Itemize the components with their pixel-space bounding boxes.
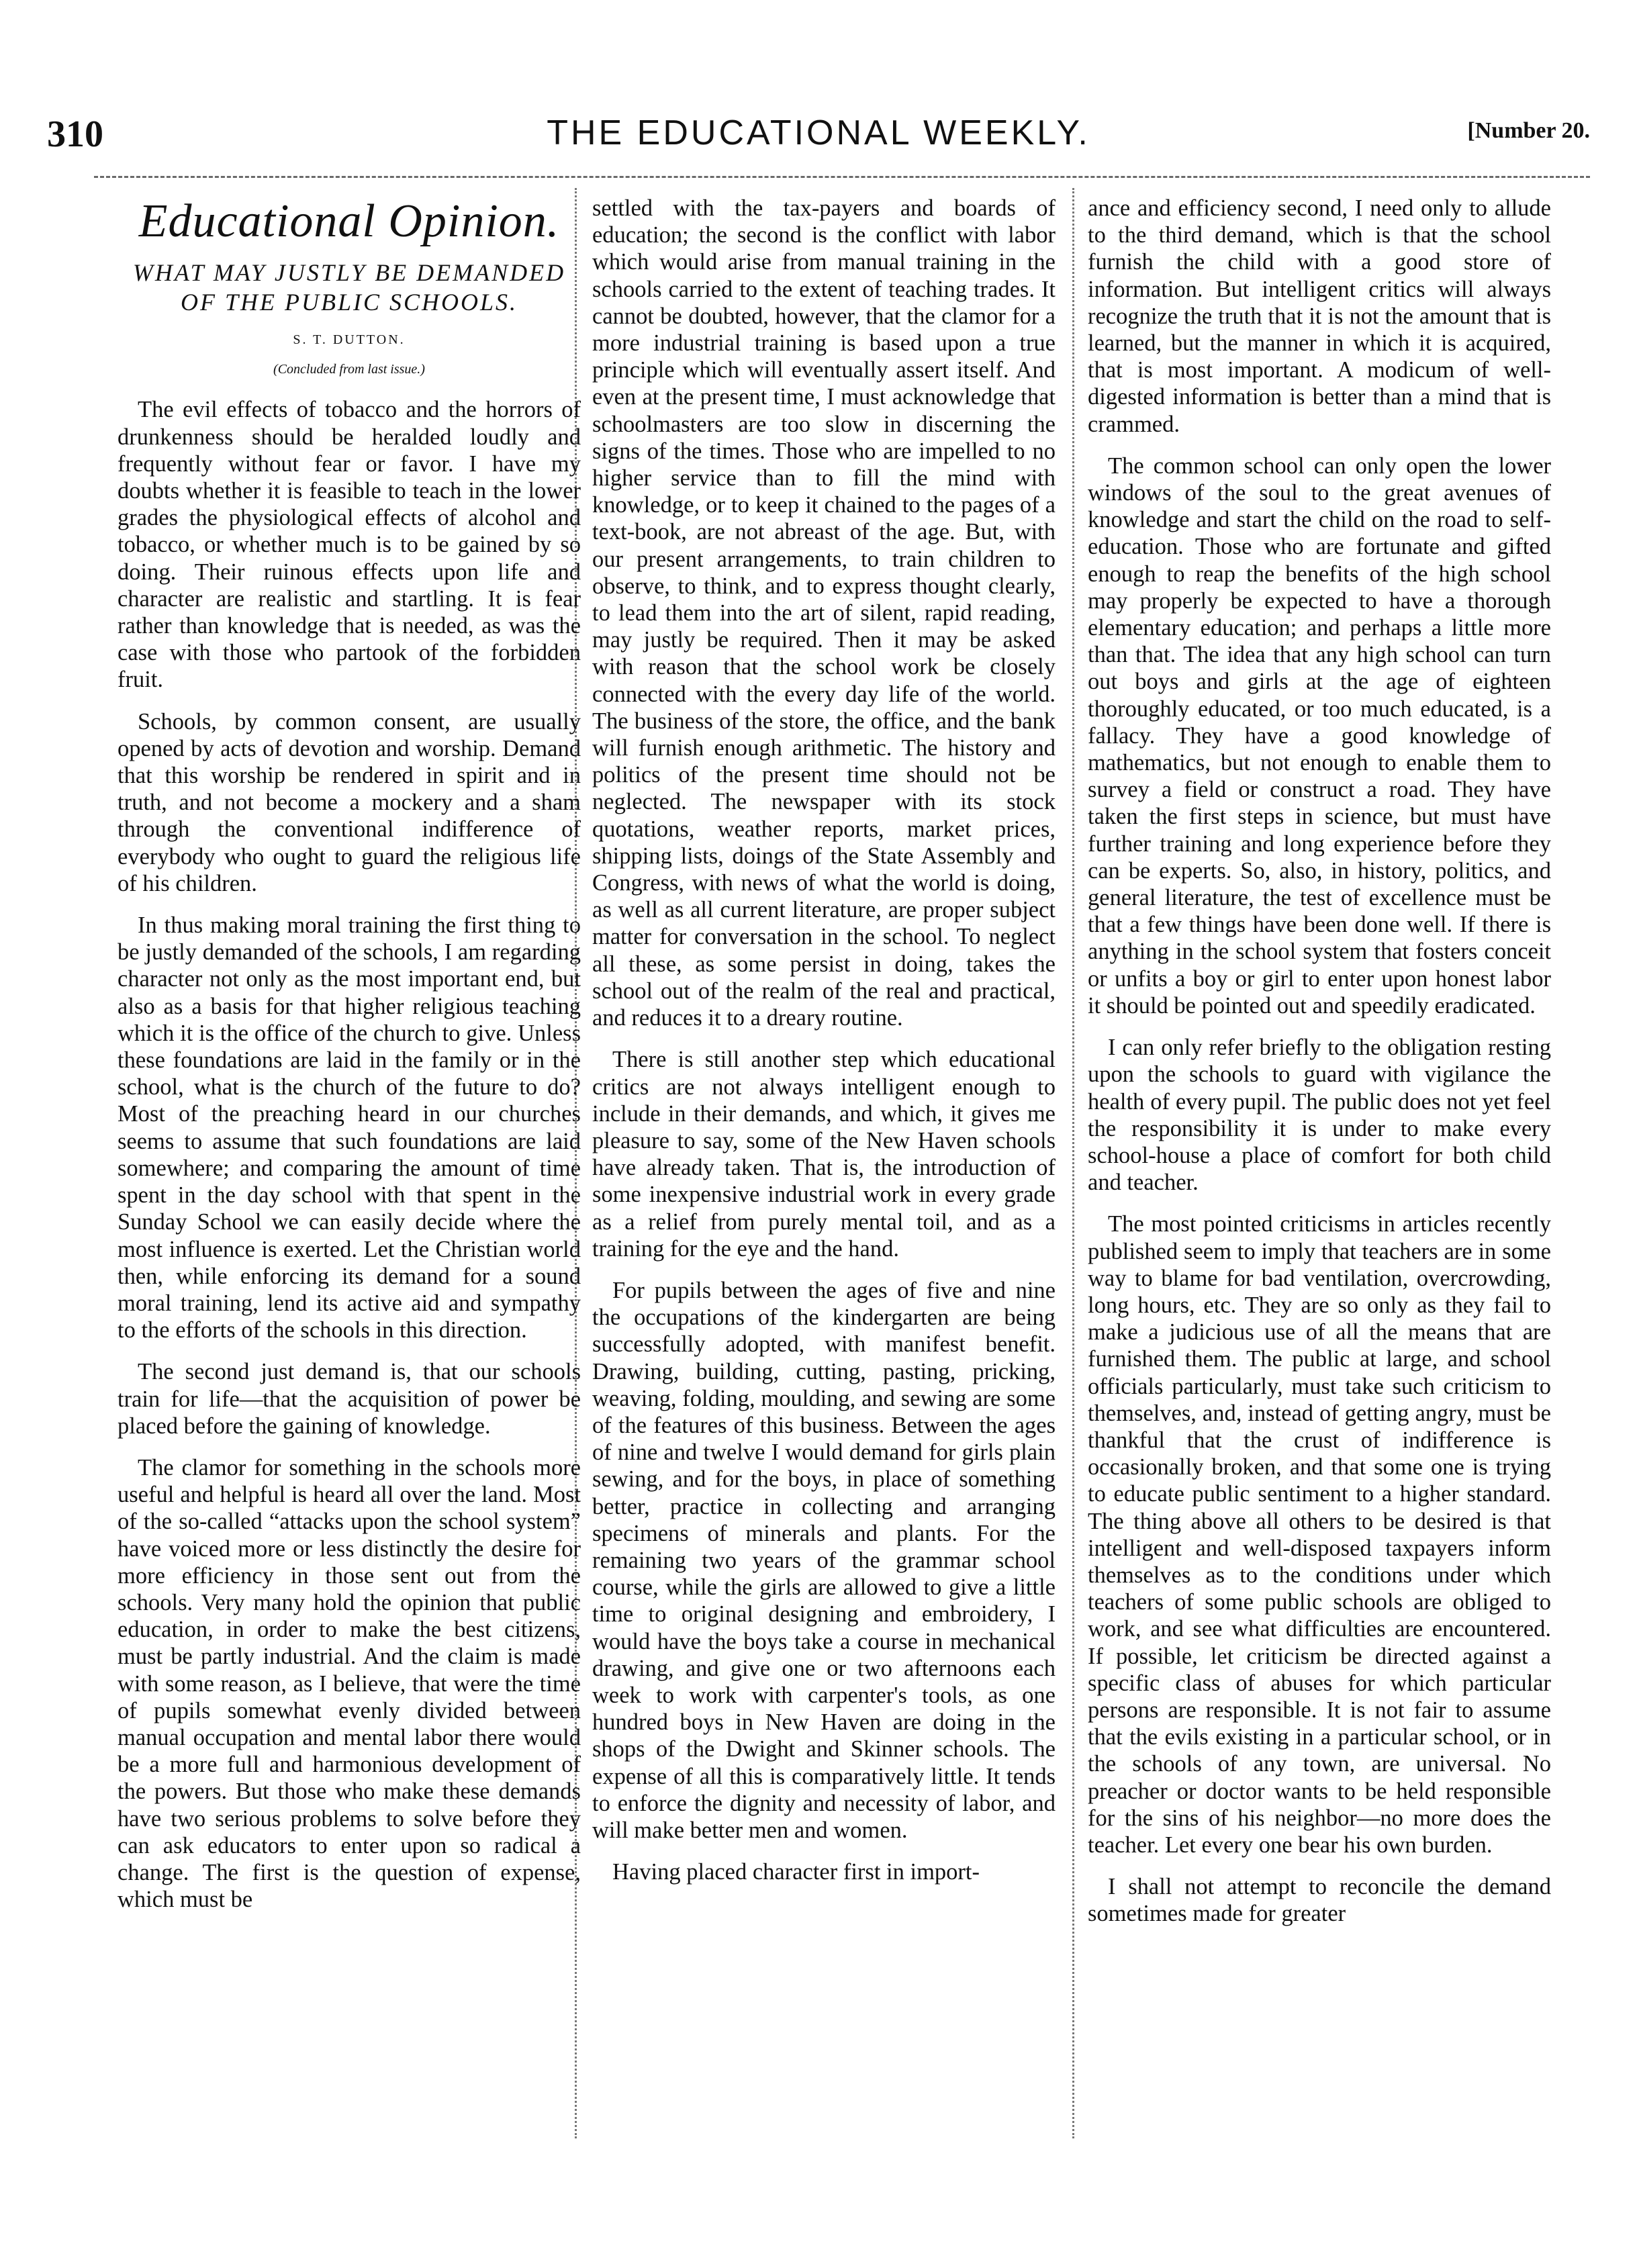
page-number: 310: [47, 113, 103, 155]
running-head: [47, 113, 1590, 164]
paragraph: Schools, by common consent, are usually opened by acts of devotion and worship. Demand that this worship be rendered in spirit and in truth, and not become a mockery and a sham through the conventional indifference of everybody who ought to guard the religious life of his children.: [118, 708, 581, 896]
article-author: S. T. DUTTON.: [293, 332, 406, 347]
journal-title: THE EDUCATIONAL WEEKLY.: [547, 113, 1090, 152]
issue-number: [Number 20.: [1467, 118, 1590, 143]
column-2: [592, 195, 1056, 1885]
continuation-note: (Concluded from last issue.): [273, 362, 425, 377]
paragraph: I shall not attempt to reconcile the demand sometimes made for greater: [1088, 1874, 1551, 1927]
paragraph: I can only refer briefly to the obligation resting upon the schools to guard with vigilance the health of every pupil. The public does not yet feel the responsibility it is under to make every school-house a place of comfort for both child and teacher.: [1088, 1035, 1551, 1196]
paragraph: For pupils between the ages of five and nine the occupations of the kindergarten are being successfully adopted, with manifest benefit. Drawing, building, cutting, pasting, pricking, weaving, folding, moulding, and sewing are some of the features of this business. Between the ages of nine and twelve I would demand for girls plain sewing, and for the boys, in place of something better, practice in collecting and arranging specimens of minerals and plants. For the remaining two years of the grammar school course, while the girls are allowed to give a little time to original designing and embroidery, I would have the boys take a course in mechanical drawing, and give one or two afternoons each week to work with carpenter's tools, as one hundred boys in New Haven are doing in the shops of the Dwight and Skinner schools. The expense of all this is comparatively little. It tends to enforce the dignity and necessity of labor, and will make better men and women.: [592, 1277, 1056, 1843]
column-1: [118, 195, 581, 1913]
paragraph: There is still another step which educational critics are not always intelligent enough to include in their demands, and which, it gives me pleasure to say, some of the New Haven schools have already taken. That is, the introduction of some inexpensive industrial work in every grade as a relief from purely mental toil, and as a training for the eye and the hand.: [592, 1047, 1056, 1262]
header-rule: [94, 176, 1590, 178]
paragraph: Having placed character first in import-: [612, 1859, 980, 1885]
column-3: [1088, 195, 1551, 1928]
paragraph: settled with the tax-payers and boards of education; the second is the conflict with labor which would arise from manual training in the schools carried to the extent of teaching trades. It cannot be doubted, however, that the clamor for a more industrial training is based upon a true principle which will eventually assert itself. And even at the present time, I must acknowledge that schoolmasters are too slow in discerning the signs of the times. Those who are impelled to no higher service than to fill the mind with knowledge, or to keep it chained to the pages of a text-book, are not abreast of the age. But, with our present arrangements, to train children to observe, to think, and to express thought clearly, to lead them into the art of silent, rapid reading, may justly be required. Then it may be asked with reason that the school work be closely connected with the every day life of the world. The business of the store, the office, and the bank will furnish enough arithmetic. The history and politics of the present time should not be neglected. The newspaper with its stock quotations, weather reports, market prices, shipping lists, doings of the State Assembly and Congress, with news of what the world is doing, as well as all current literature, are proper subject matter for conversation in the school. To neglect all these, as some persist in doing, takes the school out of the realm of the real and practical, and reduces it to a dreary routine.: [592, 195, 1056, 1031]
paragraph: The evil effects of tobacco and the horrors of drunkenness should be heralded loudly and frequently without fear or favor. I have my doubts whether it is feasible to teach in the lower grades the physiological effects of alcohol and tobacco, or whether much is to be gained by so doing. Their ruinous effects upon life and character are realistic and startling. It is fear rather than knowledge that is needed, as was the case with those who partook of the forbidden fruit.: [118, 397, 581, 693]
paragraph: ance and efficiency second, I need only to allude to the third demand, which is that the school furnish the child with a good store of information. But intelligent critics will always recognize the truth that it is not the amount that is learned, but the manner in which it is acquired, that is most important. A modicum of well-digested information is better than a mind that is crammed.: [1088, 195, 1551, 437]
section-title: Educational Opinion.: [138, 195, 560, 247]
article-title: WHAT MAY JUSTLY BE DEMANDED OF THE PUBLIC SCHOOLS.: [132, 259, 566, 316]
paragraph: In thus making moral training the first thing to be justly demanded of the schools, I am regarding character not only as the most important end, but also as a basis for that higher religious teaching which it is the office of the church to give. Unless these foundations are laid in the family or in the school, what is the church of the future to do? Most of the preaching heard in our churches seems to assume that such foundations are laid somewhere; and comparing the amount of time spent in the day school with that spent in the Sunday School we can easily decide where the most influence is exerted. Let the Christian world then, while enforcing its demand for a sound moral training, lend its active aid and sympathy to the efforts of the schools in this direction.: [118, 912, 581, 1343]
paragraph: The common school can only open the lower windows of the soul to the great avenues of knowledge and start the child on the road to self-education. Those who are fortunate and gifted enough to reap the benefits of the high school may properly be expected to have a thorough elementary education; and perhaps a little more than that. The idea that any high school can turn out boys and girls at the age of eighteen thoroughly educated, or too much educated, is a fallacy. They have a good knowledge of mathematics, but not enough to enable them to survey a field or construct a road. They have taken the first steps in science, but must have further training and long experience before they can be experts. So, also, in history, politics, and general literature, the test of excellence must be that a few things have been done well. If there is anything in the school system that fosters conceit or unfits a boy or girl to enter upon honest labor it should be pointed out and speedily eradicated.: [1088, 453, 1551, 1019]
paragraph: The most pointed criticisms in articles recently published seem to imply that teachers are in some way to blame for bad ventilation, overcrowding, long hours, etc. They are so only as they fail to make a judicious use of all the means that are furnished them. The public at large, and school officials particularly, must take such criticism to themselves, and, instead of getting angry, must be thankful that the crust of indifference is occasionally broken, and that some one is trying to educate public sentiment to a higher standard. The thing above all others to be desired is that intelligent and well-disposed taxpayers inform themselves as to the conditions under which teachers of some public schools are obliged to work, and see what difficulties are encountered. If possible, let criticism be directed against a specific class of abuses for which particular persons are responsible. It is not fair to assume that the evils existing in a particular school, or in the schools of any town, are universal. No preacher or doctor wants to be held responsible for the sins of his neighbor—no more does the teacher. Let every one bear his own burden.: [1088, 1211, 1551, 1858]
paragraph: The second just demand is, that our schools train for life—that the acquisition of power be placed before the gaining of knowledge.: [118, 1359, 581, 1439]
column-divider: [1072, 188, 1074, 2138]
paragraph: The clamor for something in the schools more useful and helpful is heard all over the land. Most of the so-called “attacks upon the school system” have voiced more or less distinctly the desire for more efficiency in those sent out from the schools. Very many hold the opinion that public education, in order to make the best citizens, must be partly industrial. And the claim is made with some reason, as I believe, that were the time of pupils somewhat evenly divided between manual occupation and mental labor there would be a more full and harmonious development of the powers. But those who make these demands have two serious problems to solve before they can ask educators to enter upon so radical a change. The first is the question of expense, which must be: [118, 1454, 581, 1913]
